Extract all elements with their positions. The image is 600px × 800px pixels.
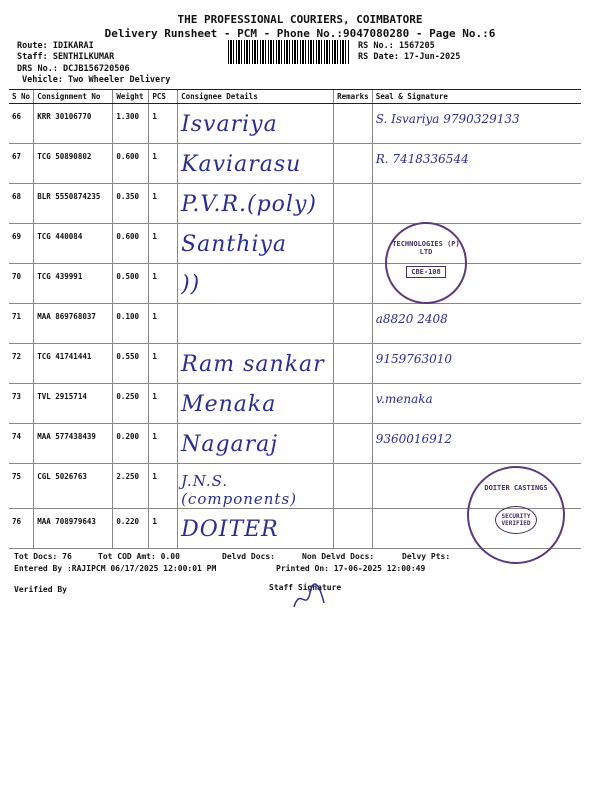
row-remarks	[334, 304, 373, 344]
col-signature: Seal & Signature	[372, 90, 581, 104]
row-signature	[372, 184, 581, 224]
entered-by: Entered By :RAJIPCM 06/17/2025 12:00:01 PM	[14, 564, 217, 573]
handwritten-consignee: DOITER	[181, 517, 279, 542]
total-cod: Tot COD Amt: 0.00	[98, 552, 180, 561]
runsheet-title: THE PROFESSIONAL COURIERS, COIMBATORE	[177, 13, 423, 26]
row-sno: 74	[9, 424, 34, 464]
row-sno: 76	[9, 509, 34, 549]
table-row	[9, 224, 581, 264]
row-remarks	[334, 224, 373, 264]
seal-code: CBE-108	[406, 266, 446, 278]
row-consignment: TCG 439991	[34, 264, 113, 304]
row-consignment: TVL 2915714	[34, 384, 113, 424]
row-signature	[372, 344, 581, 384]
row-sno: 66	[9, 104, 34, 144]
row-weight: 0.600	[113, 224, 149, 264]
doiter-seal	[467, 466, 565, 564]
table-row	[9, 304, 581, 344]
row-consignment: BLR 5550874235	[34, 184, 113, 224]
row-pcs: 1	[149, 424, 178, 464]
table-row	[9, 184, 581, 224]
row-sno: 72	[9, 344, 34, 384]
rs-number: RS No.: 1567205	[358, 41, 435, 51]
row-consignee	[178, 104, 334, 144]
row-remarks	[334, 184, 373, 224]
row-signature	[372, 104, 581, 144]
handwritten-consignee: Kaviarasu	[181, 152, 302, 177]
row-sno: 69	[9, 224, 34, 264]
row-consignment: MAA 708979643	[34, 509, 113, 549]
row-weight: 2.250	[113, 464, 149, 509]
printed-on: Printed On: 17-06-2025 12:00:49	[276, 564, 426, 573]
table-row	[9, 104, 581, 144]
handwritten-consignee: Ram sankar	[181, 352, 325, 377]
row-weight: 0.220	[113, 509, 149, 549]
row-signature	[372, 384, 581, 424]
handwritten-signature: 9159763010	[375, 352, 453, 366]
handwritten-signature: S. Isvariya 9790329133	[375, 112, 520, 126]
row-pcs: 1	[149, 384, 178, 424]
row-weight: 0.600	[113, 144, 149, 184]
staff-signature: Staff Signature	[269, 583, 342, 592]
row-pcs: 1	[149, 104, 178, 144]
row-pcs: 1	[149, 224, 178, 264]
table-header-row	[9, 90, 581, 104]
staff-signature-scribble	[290, 583, 330, 615]
row-remarks	[334, 344, 373, 384]
row-remarks	[334, 464, 373, 509]
handwritten-consignee: P.V.R.(poly)	[181, 192, 317, 217]
row-consignment: TCG 41741441	[34, 344, 113, 384]
row-consignment: TCG 440084	[34, 224, 113, 264]
staff-label: Staff: SENTHILKUMAR	[17, 52, 115, 62]
row-pcs: 1	[149, 344, 178, 384]
col-weight: Weight	[113, 90, 149, 104]
row-weight: 0.550	[113, 344, 149, 384]
row-weight: 0.350	[113, 184, 149, 224]
handwritten-consignee: J.N.S.(components)	[181, 472, 297, 508]
handwritten-signature: R. 7418336544	[375, 152, 469, 166]
handwritten-consignee: Menaka	[181, 392, 277, 417]
seal-text: TECHNOLOGIES (P) LTD	[392, 240, 460, 256]
barcode-icon	[228, 40, 350, 64]
row-sno: 68	[9, 184, 34, 224]
handwritten-consignee: Nagaraj	[181, 432, 279, 457]
delivery-points: Delvy Pts:	[402, 552, 451, 561]
row-consignee	[178, 344, 334, 384]
table-row	[9, 344, 581, 384]
col-sno: S No	[9, 90, 34, 104]
seal-text: DOITER CASTINGS	[484, 484, 548, 492]
handwritten-signature: v.menaka	[375, 392, 433, 406]
vehicle-label: Vehicle: Two Wheeler Delivery	[22, 75, 171, 85]
route-label: Route: IDIKARAI	[17, 41, 94, 51]
row-consignment: TCG 50890802	[34, 144, 113, 184]
handwritten-signature: 9360016912	[375, 432, 453, 446]
row-weight: 0.250	[113, 384, 149, 424]
row-pcs: 1	[149, 264, 178, 304]
row-consignee	[178, 424, 334, 464]
row-signature	[372, 424, 581, 464]
row-remarks	[334, 104, 373, 144]
row-remarks	[334, 144, 373, 184]
row-consignee	[178, 304, 334, 344]
row-consignment: MAA 869768037	[34, 304, 113, 344]
row-weight: 0.500	[113, 264, 149, 304]
row-remarks	[334, 509, 373, 549]
col-consignee: Consignee Details	[178, 90, 334, 104]
runsheet-subtitle: Delivery Runsheet - PCM - Phone No.:9047080280 - Page No.:6	[104, 27, 496, 40]
row-consignment: MAA 577438439	[34, 424, 113, 464]
row-weight: 1.300	[113, 104, 149, 144]
row-consignee	[178, 144, 334, 184]
drs-number: DRS No.: DCJB156720506	[17, 64, 130, 74]
non-delivered-docs: Non Delvd Docs:	[302, 552, 375, 561]
row-sno: 70	[9, 264, 34, 304]
row-pcs: 1	[149, 144, 178, 184]
row-pcs: 1	[149, 304, 178, 344]
col-consignment: Consignment No	[34, 90, 113, 104]
rs-date: RS Date: 17-Jun-2025	[358, 52, 461, 62]
row-consignee	[178, 264, 334, 304]
col-pcs: PCS	[149, 90, 178, 104]
row-remarks	[334, 384, 373, 424]
row-pcs: 1	[149, 184, 178, 224]
row-signature	[372, 304, 581, 344]
handwritten-consignee: Isvariya	[181, 112, 278, 137]
row-sno: 71	[9, 304, 34, 344]
row-sno: 73	[9, 384, 34, 424]
row-remarks	[334, 264, 373, 304]
col-remarks: Remarks	[334, 90, 373, 104]
table-row	[9, 384, 581, 424]
row-consignment: CGL 5026763	[34, 464, 113, 509]
table-row	[9, 424, 581, 464]
handwritten-consignee: Santhiya	[181, 232, 288, 257]
row-pcs: 1	[149, 464, 178, 509]
row-weight: 0.200	[113, 424, 149, 464]
handwritten-consignee: ))	[181, 272, 201, 297]
row-remarks	[334, 424, 373, 464]
handwritten-signature: a8820 2408	[375, 312, 448, 326]
seal-inner-text: SECURITY VERIFIED	[495, 506, 537, 534]
row-consignee	[178, 464, 334, 509]
row-consignee	[178, 184, 334, 224]
row-signature	[372, 144, 581, 184]
row-weight: 0.100	[113, 304, 149, 344]
row-consignee	[178, 384, 334, 424]
delivered-docs: Delvd Docs:	[222, 552, 275, 561]
row-pcs: 1	[149, 509, 178, 549]
table-row	[9, 144, 581, 184]
row-consignee	[178, 224, 334, 264]
row-consignment: KRR 30106770	[34, 104, 113, 144]
row-sno: 75	[9, 464, 34, 509]
row-sno: 67	[9, 144, 34, 184]
total-docs: Tot Docs: 76	[14, 552, 72, 561]
company-seal	[385, 222, 467, 304]
table-row	[9, 264, 581, 304]
row-consignee	[178, 509, 334, 549]
verified-by: Verified By	[14, 585, 67, 594]
